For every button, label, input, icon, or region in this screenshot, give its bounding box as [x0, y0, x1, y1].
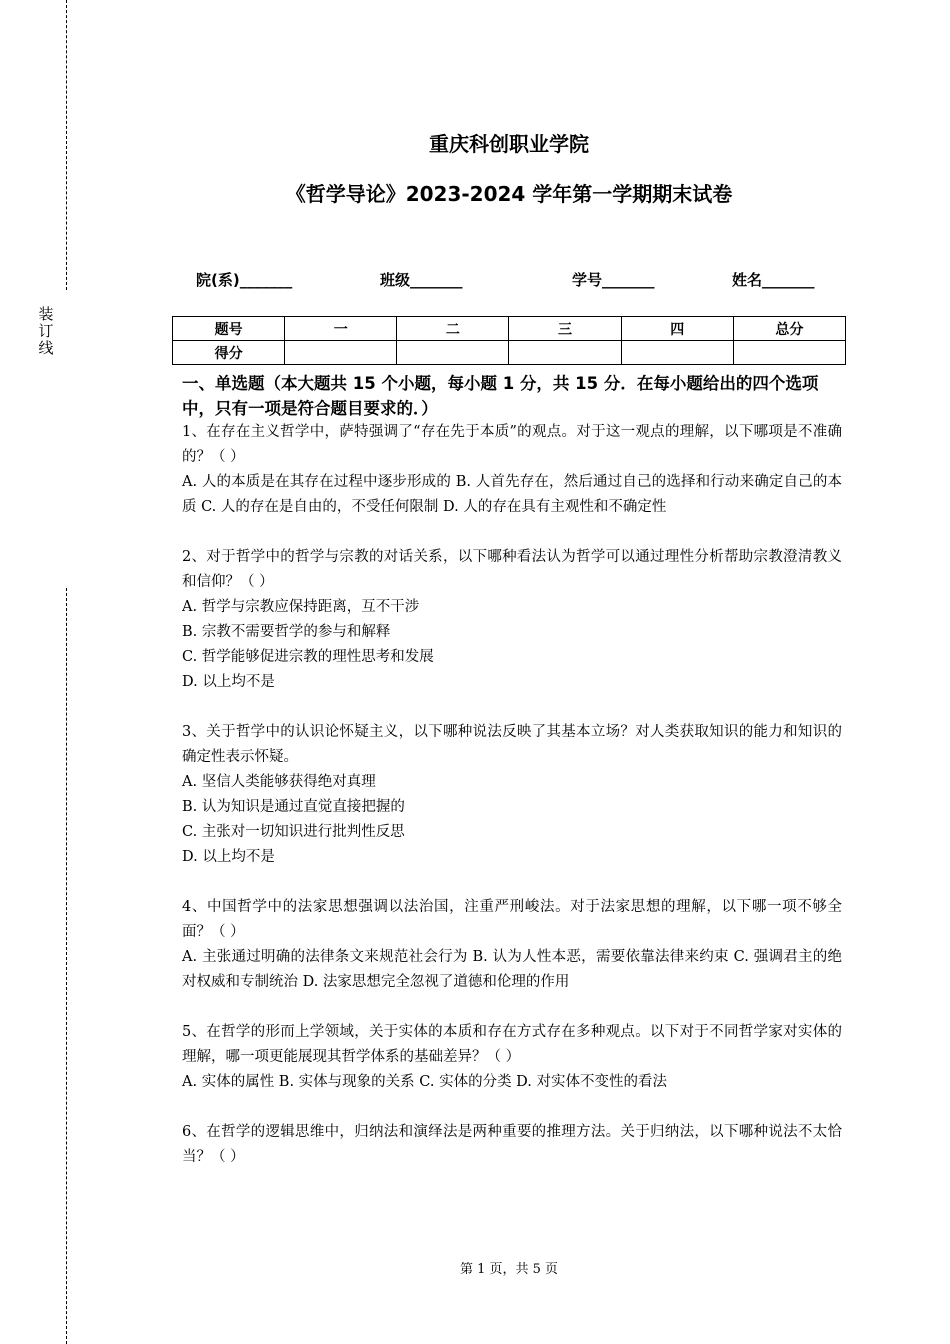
question-5	[182, 1020, 842, 1095]
score-entry-cell[interactable]	[733, 341, 845, 365]
question-option: D. 以上均不是	[182, 674, 275, 690]
question-stem: 3、关于哲学中的认识论怀疑主义，以下哪种说法反映了其基本立场？对人类获取知识的能力和知识的确定性表示怀疑。	[182, 724, 842, 765]
question-options: A. 人的本质是在其存在过程中逐步形成的 B. 人首先存在，然后通过自己的选择和行动来确定自己的本质 C. 人的存在是自由的，不受任何限制 D. 人的存在具有主观性和不确定性	[182, 474, 842, 515]
school-name: 重庆科创职业学院	[429, 132, 589, 156]
question-options: A. 主张通过明确的法律条文来规范社会行为 B. 认为人性本恶，需要依靠法律来约束 C. 强调君主的绝对权威和专制统治 D. 法家思想完全忽视了道德和伦理的作用	[182, 949, 842, 990]
binding-char: 线	[38, 339, 54, 357]
dept-field[interactable]: 院(系)_______	[196, 271, 293, 289]
score-table-cell: 四	[621, 317, 733, 341]
score-entry-cell[interactable]	[285, 341, 397, 365]
score-entry-cell[interactable]	[621, 341, 733, 365]
question-list	[182, 420, 842, 1195]
question-1	[182, 420, 842, 520]
question-option: C. 哲学能够促进宗教的理性思考和发展	[182, 649, 434, 665]
student-id-field[interactable]: 学号_______	[572, 271, 655, 289]
binding-label	[38, 306, 54, 357]
question-stem: 2、对于哲学中的哲学与宗教的对话关系，以下哪种看法认为哲学可以通过理性分析帮助宗教澄清教义和信仰？（ ）	[182, 549, 842, 590]
score-table-cell: 一	[285, 317, 397, 341]
question-stem: 6、在哲学的逻辑思维中，归纳法和演绎法是两种重要的推理方法。关于归纳法，以下哪种说法不太恰当？（ ）	[182, 1124, 842, 1165]
binding-char: 装	[38, 305, 54, 323]
name-field[interactable]: 姓名_______	[732, 271, 815, 289]
question-3	[182, 720, 842, 870]
question-option: A. 哲学与宗教应保持距离，互不干涉	[182, 599, 420, 615]
score-table-score-row	[173, 341, 846, 365]
question-option: D. 以上均不是	[182, 849, 275, 865]
question-options: A. 实体的属性 B. 实体与现象的关系 C. 实体的分类 D. 对实体不变性的看法	[182, 1074, 668, 1090]
score-table-cell: 题号	[173, 317, 285, 341]
question-4	[182, 895, 842, 995]
score-table-cell: 得分	[173, 341, 285, 365]
question-stem: 4、中国哲学中的法家思想强调以法治国，注重严刑峻法。对于法家思想的理解，以下哪一项不够全面？（ ）	[182, 899, 842, 940]
binding-char: 订	[38, 322, 54, 340]
score-table	[172, 316, 846, 365]
binding-line-bottom	[66, 588, 67, 1344]
score-entry-cell[interactable]	[509, 341, 621, 365]
page-number: 第 1 页，共 5 页	[459, 1262, 559, 1277]
question-option: C. 主张对一切知识进行批判性反思	[182, 824, 405, 840]
score-table-cell: 总分	[733, 317, 845, 341]
score-table-header-row	[173, 317, 846, 341]
question-option: B. 认为知识是通过直觉直接把握的	[182, 799, 405, 815]
question-option: B. 宗教不需要哲学的参与和解释	[182, 624, 391, 640]
score-entry-cell[interactable]	[397, 341, 509, 365]
section-heading: 一、单选题（本大题共 15 个小题，每小题 1 分，共 15 分．在每小题给出的四个选项中，只有一项是符合题目要求的．）	[182, 374, 819, 418]
question-stem: 1、在存在主义哲学中，萨特强调了“存在先于本质”的观点。对于这一观点的理解，以下哪项是不准确的？（ ）	[182, 424, 842, 465]
class-field[interactable]: 班级_______	[380, 271, 463, 289]
question-option: A. 坚信人类能够获得绝对真理	[182, 774, 376, 790]
score-table-cell: 二	[397, 317, 509, 341]
exam-title: 《哲学导论》2023-2024 学年第一学期期末试卷	[285, 182, 733, 206]
question-2	[182, 545, 842, 695]
question-stem: 5、在哲学的形而上学领域，关于实体的本质和存在方式存在多种观点。以下对于不同哲学家对实体的理解，哪一项更能展现其哲学体系的基础差异？（ ）	[182, 1024, 842, 1065]
score-table-cell: 三	[509, 317, 621, 341]
question-6	[182, 1120, 842, 1170]
